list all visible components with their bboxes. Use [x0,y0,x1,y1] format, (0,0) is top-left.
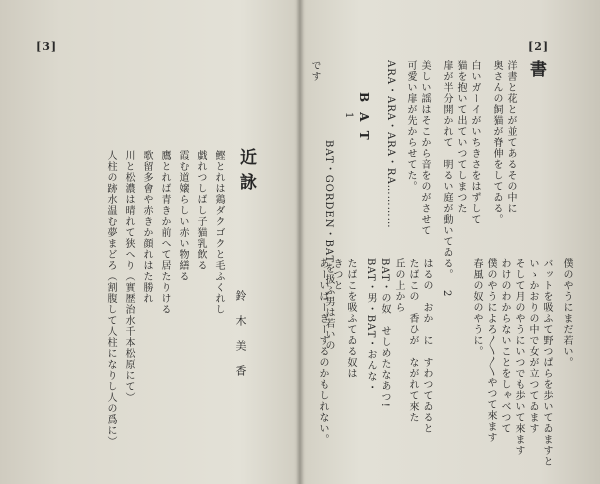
section2-line: きつと [331,258,342,291]
haiku-line: 鷹とれば青きか前へて居たりける [159,150,170,315]
top-line: 僕のやうにまだ若い。 [561,258,572,368]
poem-line: 奥さんの飼猫が脊伸をしてゐる。 [491,60,502,225]
haiku-line: 人柱の跡水温む夢まどろ（割腹して人柱になりし人の爲に） [105,150,116,447]
top-line: いゝかおりの中で女が立つてゐます [527,258,538,434]
poem-line: 白いガーイがいちきさをはずして [469,60,480,225]
haiku-line: 霞む道嬢らしい赤い物繕る [177,150,188,282]
top-line: そして月のやうにいつでも歩いて來ます [513,258,524,456]
top-line: バットを吸ふて野つぱらを歩いてゐますと [541,258,552,467]
left-page-author: 鈴木美香 [234,290,247,390]
haiku-line: 鰹とれは鶏ダクゴクと毛ふくれし [213,150,224,315]
poem-line: 可愛い扉が先からせてた。 [405,60,416,192]
section2-line: あーいばーきーするのかもしれない。 [317,258,328,445]
section2-number: 2 [441,290,452,298]
section-title: BAT [357,92,371,150]
section2-line: BAT・男・BAT・おんな・ [365,258,376,394]
top-line: 春風の奴のやうに。 [471,258,482,357]
section2-line: はるの おか に すわつてゐると [421,258,432,434]
right-page-number: [2] [528,40,550,53]
haiku-line: 川と松濃は晴れて狭へり（實歴治水千本松原にて） [123,150,134,403]
poem-line: 猫を抱いて出ていつてしまつた [455,60,466,214]
poem-line: 洋書と花とが並てあるその中に [505,60,516,214]
haiku-line: 歌留多會や赤きか顔れはた勝れ [141,150,152,304]
left-page-number: [3] [36,40,58,53]
section2-line: BAT・の奴 せしめたなあつ! [379,258,390,408]
section2-line: 丘の上から [393,258,404,313]
book-gutter [296,0,304,484]
section1-number: 1 [343,112,354,120]
top-line: わけのわからないことをしゃべつて [499,258,510,434]
section2-line: たばこを吸ふてゐる奴は [345,258,356,379]
left-page-title: 近詠 [236,148,256,198]
poem-line: 扉が半分開かれて 明るい庭が動いてゐる。 [441,60,452,280]
right-page-title: 書 [526,60,546,85]
top-line: 僕のやうによろ〱〱やつて來ます [485,258,496,443]
poem-line: ARA・ARA・ARA・RA………… [385,60,396,229]
section1-line: です [309,60,320,82]
haiku-line: 戯れつしばし子猫乳飲る [195,150,206,271]
section1-line: BAT・GORDEN・BATを扱ふ男は若いの [323,140,334,352]
section2-line: たばこの 香ひが ながれて來た [407,258,418,423]
poem-line: 美しい謡はそこから音をのがさせて [419,60,430,236]
